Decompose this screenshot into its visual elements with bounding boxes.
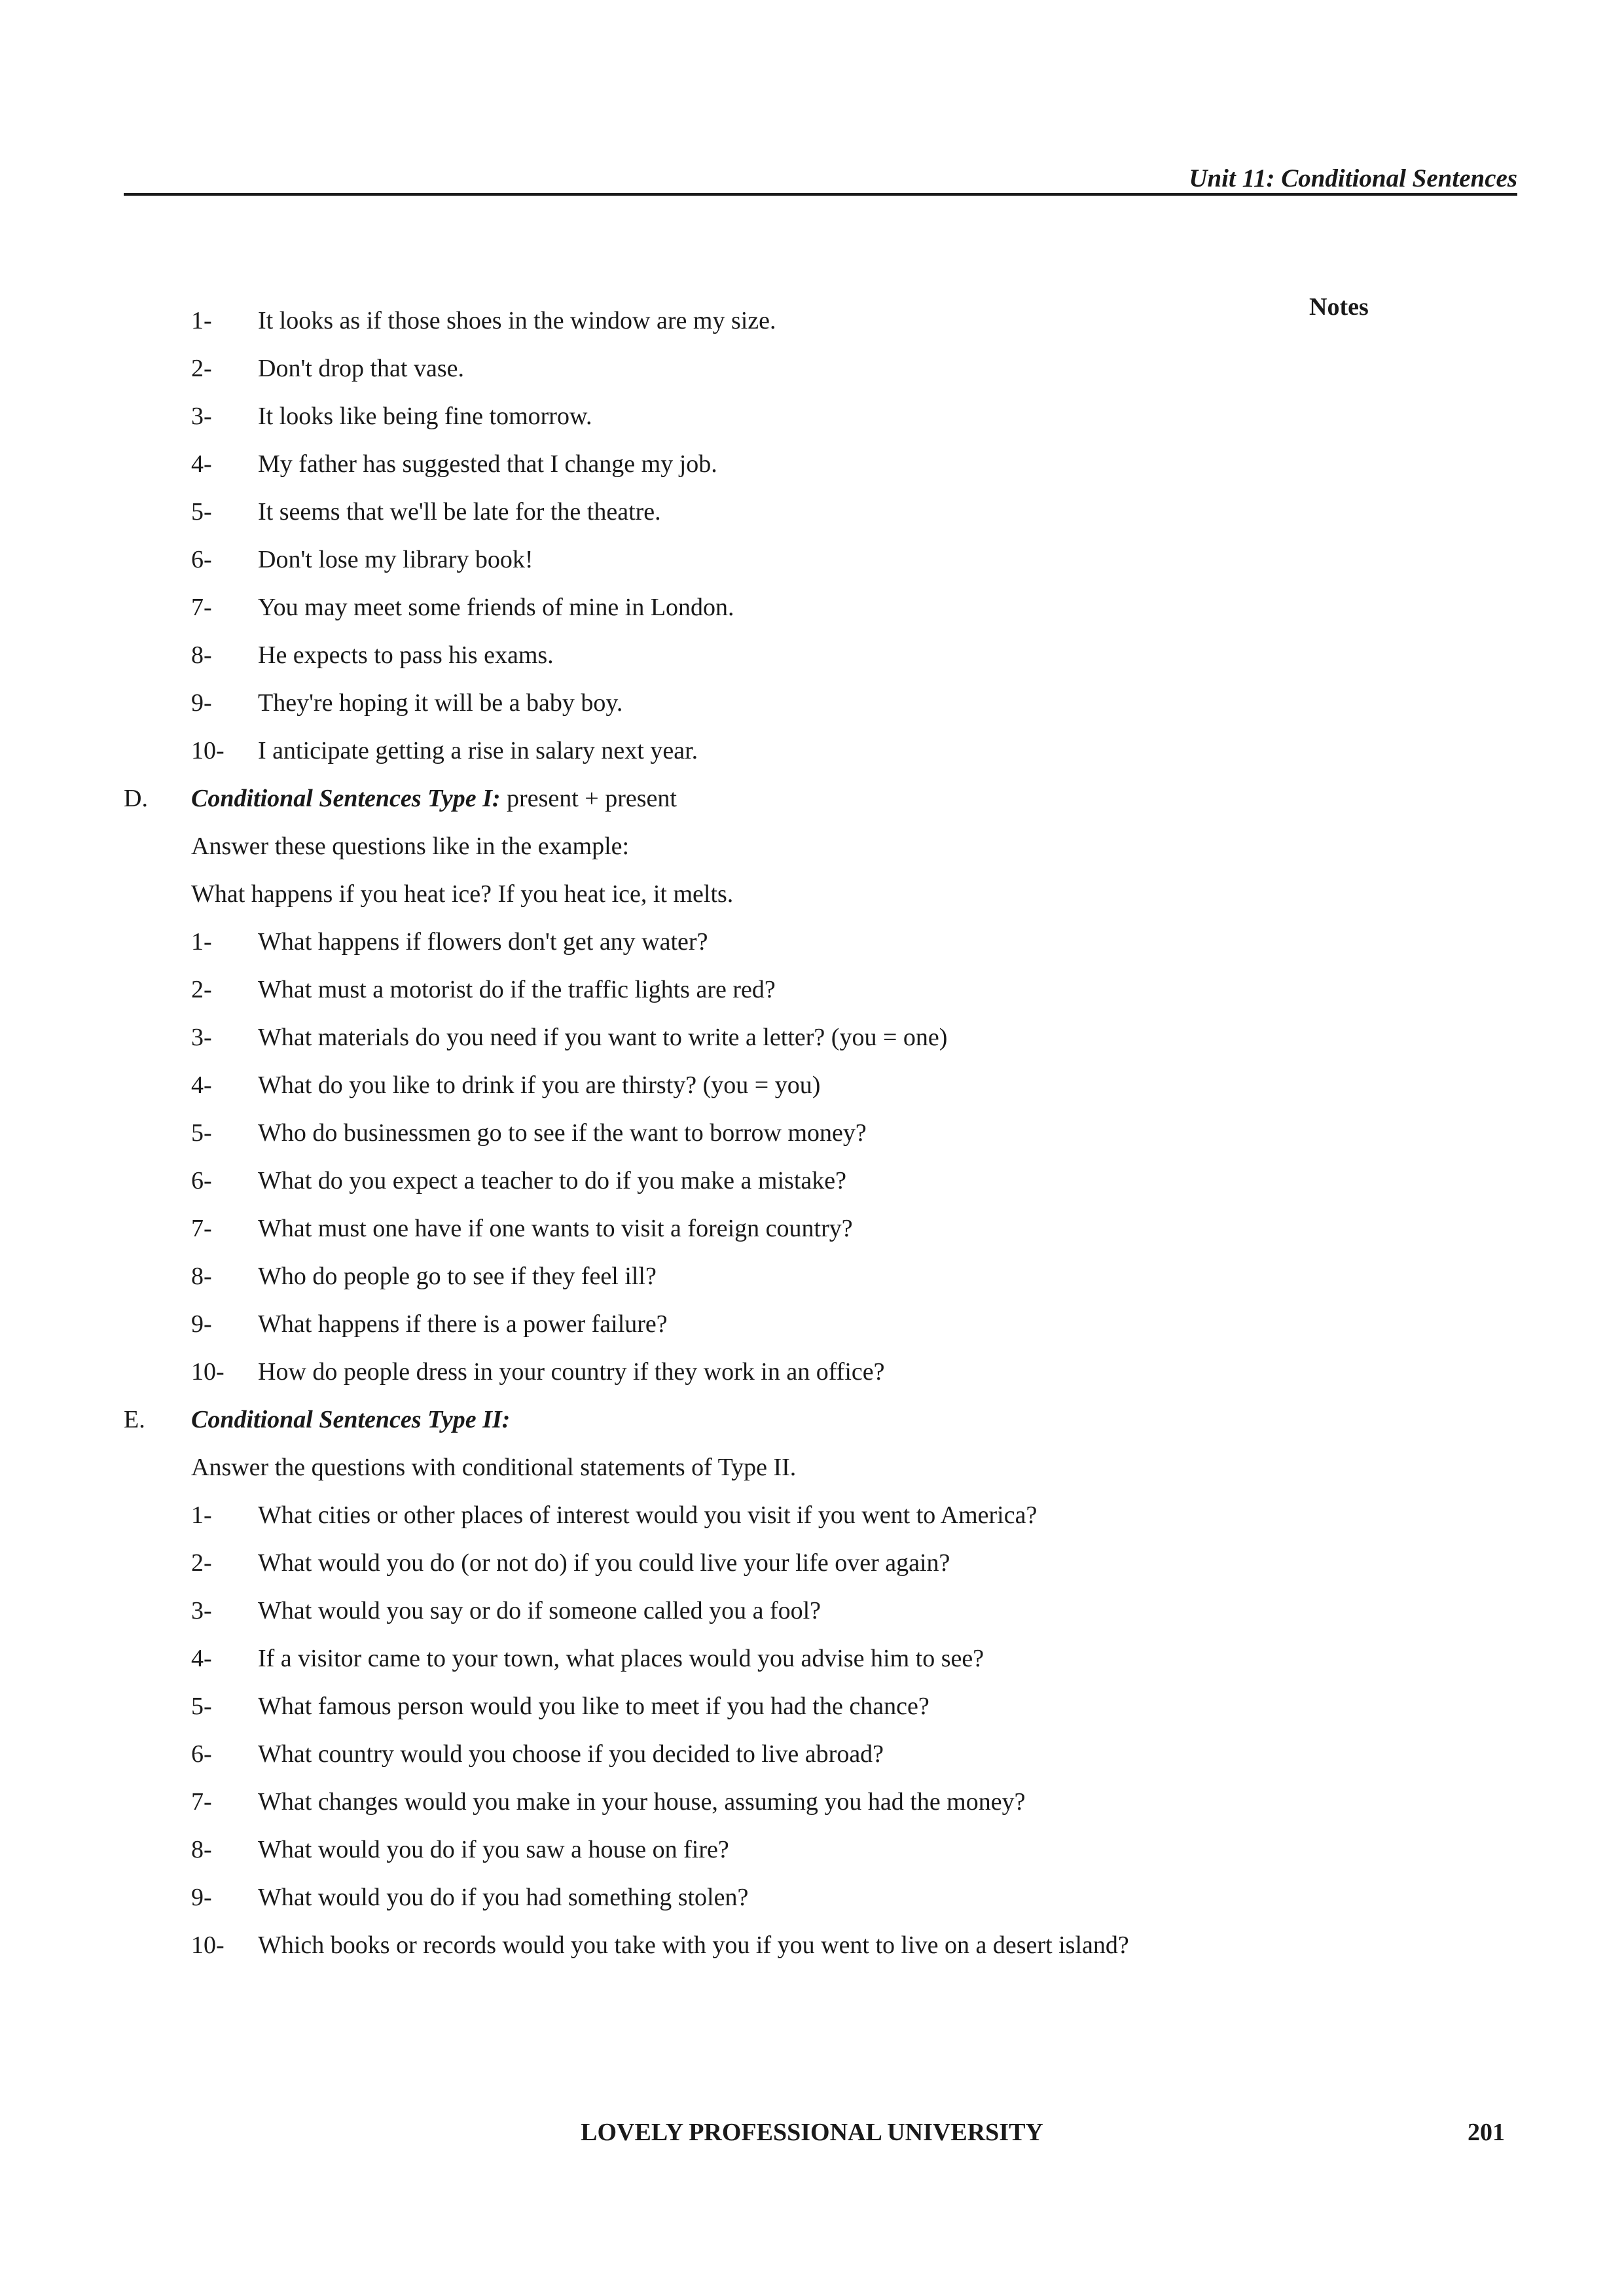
list-item [124,448,1204,480]
list-item [124,400,1204,433]
item-text: It seems that we'll be late for the theatre. [258,498,661,526]
question-item [124,1021,1204,1054]
item-text: If a visitor came to your town, what places would you advise him to see? [258,1645,984,1672]
section-d-example: What happens if you heat ice? If you heat ice, it melts. [191,880,734,908]
section-d-heading [191,782,1204,815]
continued-list [124,304,1204,767]
question-item [124,1212,1204,1245]
question-item [124,1785,1204,1818]
section-d-heading-title: Conditional Sentences Type I: [191,785,501,812]
item-number: 10- [191,737,225,764]
item-number: 6- [191,1740,212,1768]
section-e-letter: E. [124,1406,145,1433]
question-item [124,1594,1204,1627]
header-rule [124,193,1517,196]
list-item [124,734,1204,767]
item-number: 8- [191,641,212,669]
item-number: 10- [191,1358,225,1386]
section-d-questions [124,925,1204,1388]
item-number: 5- [191,1693,212,1720]
item-number: 1- [191,928,212,956]
question-item [124,1738,1204,1770]
item-text: What would you do (or not do) if you could live your life over again? [258,1549,950,1577]
item-text: He expects to pass his exams. [258,641,554,669]
item-text: How do people dress in your country if they work in an office? [258,1358,885,1386]
list-item [124,687,1204,719]
item-number: 10- [191,1931,225,1959]
section-e-heading-title: Conditional Sentences Type II: [191,1406,511,1433]
item-text: What happens if there is a power failure? [258,1310,668,1338]
item-number: 4- [191,450,212,478]
item-text: Who do businessmen go to see if the want to borrow money? [258,1119,867,1147]
question-item [124,1260,1204,1293]
item-number: 8- [191,1836,212,1863]
item-text: My father has suggested that I change my job. [258,450,717,478]
list-item [124,352,1204,385]
item-text: Which books or records would you take with you if you went to live on a desert island? [258,1931,1129,1959]
item-number: 3- [191,1597,212,1624]
item-text: What would you do if you saw a house on fire? [258,1836,729,1863]
question-item [124,1642,1204,1675]
item-text: They're hoping it will be a baby boy. [258,689,623,717]
section-e-heading [191,1403,1204,1436]
item-text: Don't drop that vase. [258,355,465,382]
notes-label: Notes [1309,293,1369,321]
item-number: 4- [191,1645,212,1672]
question-item [124,1547,1204,1579]
item-number: 1- [191,1501,212,1529]
item-number: 2- [191,1549,212,1577]
list-item [124,639,1204,672]
item-text: What changes would you make in your house, assuming you had the money? [258,1788,1026,1816]
item-number: 5- [191,1119,212,1147]
question-item [124,1929,1204,1962]
list-item [124,304,1204,337]
section-d-heading-rest: present + present [500,785,677,812]
question-item [124,1499,1204,1532]
item-number: 2- [191,976,212,1003]
item-number: 7- [191,1215,212,1242]
question-item [124,1164,1204,1197]
item-text: What would you say or do if someone called you a fool? [258,1597,821,1624]
question-item [124,1355,1204,1388]
section-d-letter: D. [124,785,148,812]
item-text: What country would you choose if you decided to live abroad? [258,1740,884,1768]
item-text: What do you like to drink if you are thirsty? (you = you) [258,1071,821,1099]
item-number: 1- [191,307,212,334]
item-number: 6- [191,546,212,573]
item-number: 5- [191,498,212,526]
item-number: 8- [191,1263,212,1290]
section-e-heading-row [124,1403,1204,1436]
footer-university: LOVELY PROFESSIONAL UNIVERSITY [581,2119,1043,2146]
item-number: 9- [191,1310,212,1338]
item-number: 2- [191,355,212,382]
item-text: It looks like being fine tomorrow. [258,403,592,430]
item-number: 7- [191,1788,212,1816]
item-text: Who do people go to see if they feel ill? [258,1263,657,1290]
item-number: 9- [191,1884,212,1911]
item-text: What must one have if one wants to visit a foreign country? [258,1215,853,1242]
item-number: 6- [191,1167,212,1194]
page-body [124,304,1204,1962]
question-item [124,1308,1204,1340]
section-e-instruction: Answer the questions with conditional statements of Type II. [191,1454,797,1481]
question-item [124,1833,1204,1866]
item-number: 4- [191,1071,212,1099]
section-d-instruction: Answer these questions like in the example: [191,833,630,860]
question-item [124,973,1204,1006]
question-item [124,1881,1204,1914]
item-text: What materials do you need if you want to write a letter? (you = one) [258,1024,948,1051]
item-text: Don't lose my library book! [258,546,533,573]
item-text: It looks as if those shoes in the window are my size. [258,307,776,334]
section-d-heading-row [124,782,1204,815]
item-number: 3- [191,1024,212,1051]
list-item [124,591,1204,624]
question-item [124,1069,1204,1102]
item-text: You may meet some friends of mine in London. [258,594,734,621]
item-text: I anticipate getting a rise in salary next year. [258,737,698,764]
list-item [124,543,1204,576]
list-item [124,495,1204,528]
item-text: What do you expect a teacher to do if you make a mistake? [258,1167,846,1194]
item-number: 7- [191,594,212,621]
question-item [124,925,1204,958]
question-item [124,1117,1204,1149]
item-text: What would you do if you had something stolen? [258,1884,749,1911]
section-e-questions [124,1499,1204,1962]
page-number: 201 [1468,2119,1505,2146]
unit-title: Unit 11: Conditional Sentences [1189,164,1517,192]
item-text: What happens if flowers don't get any water? [258,928,708,956]
item-text: What cities or other places of interest would you visit if you went to America? [258,1501,1038,1529]
item-text: What must a motorist do if the traffic lights are red? [258,976,776,1003]
item-number: 9- [191,689,212,717]
item-text: What famous person would you like to meet if you had the chance? [258,1693,929,1720]
item-number: 3- [191,403,212,430]
question-item [124,1690,1204,1723]
